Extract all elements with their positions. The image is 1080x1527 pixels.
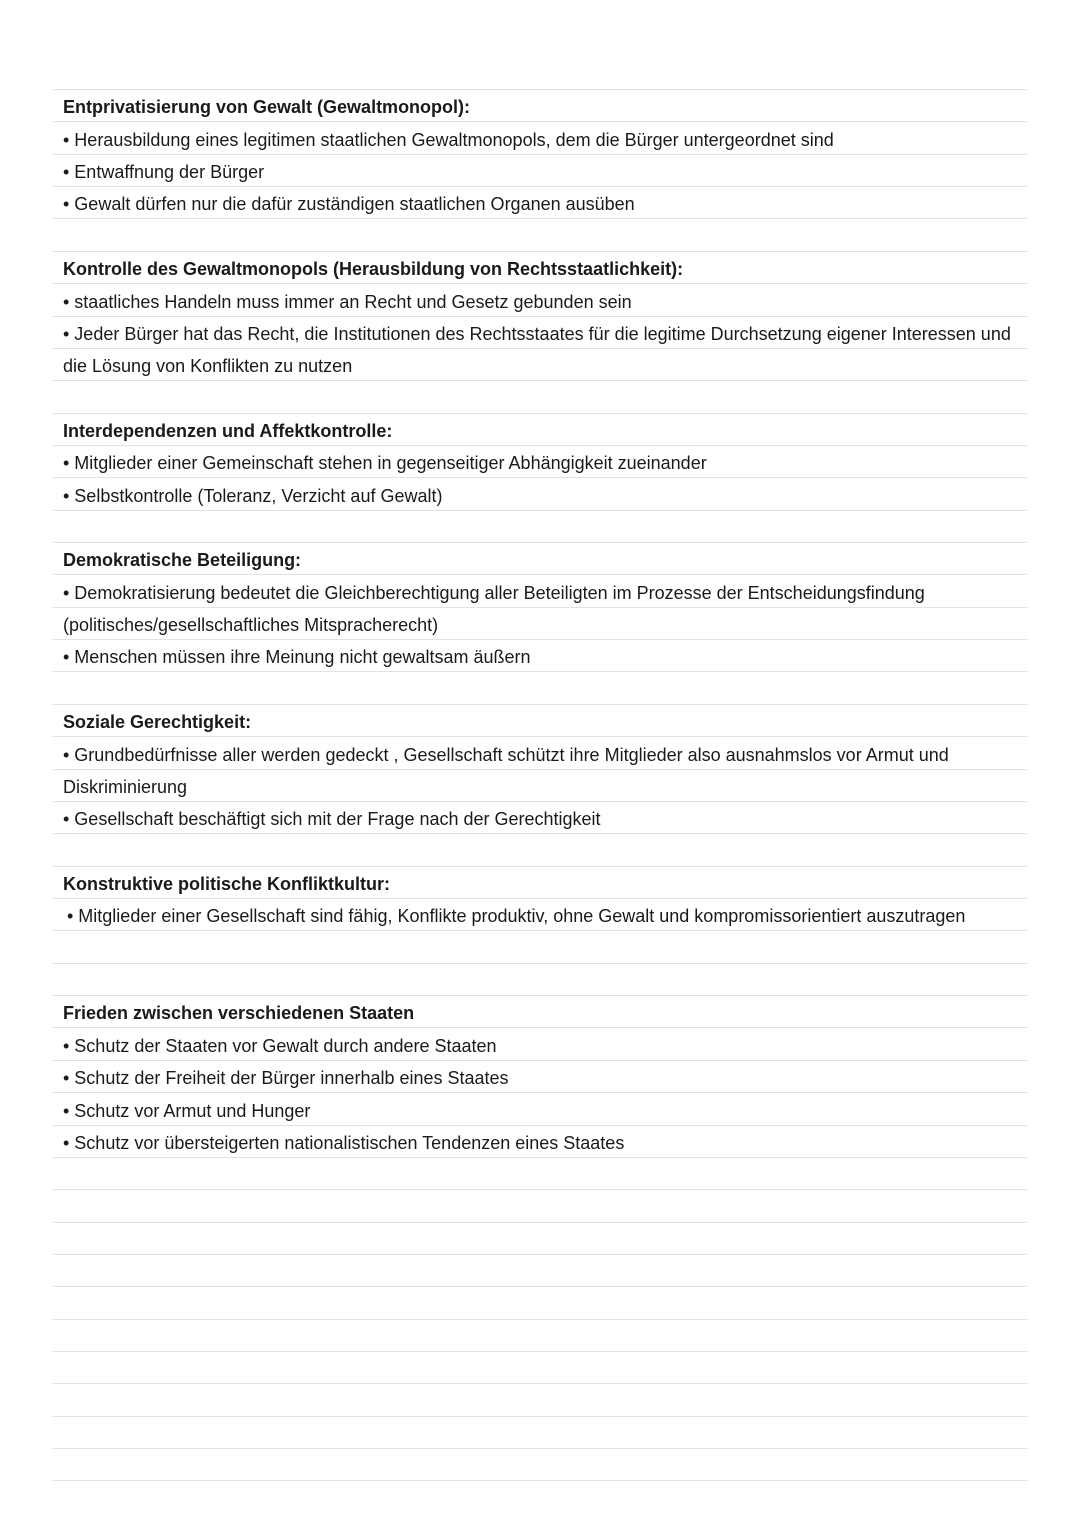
empty-line [53, 381, 1027, 413]
text-line [53, 640, 1027, 672]
section-heading-line [53, 996, 1027, 1028]
section-heading: Demokratische Beteiligung: [63, 550, 302, 571]
text-line [53, 575, 1027, 607]
section-heading: Frieden zwischen verschiedenen Staaten [63, 1003, 415, 1024]
empty-line [53, 511, 1027, 543]
line-text: die Lösung von Konflikten zu nutzen [63, 356, 353, 377]
line-text: • Jeder Bürger hat das Recht, die Institutionen des Rechtsstaates für die legitime Durchsetzung eigener Interessen und [63, 323, 1011, 344]
text-line [53, 155, 1027, 187]
text-line [53, 899, 1027, 931]
text-line [53, 349, 1027, 381]
empty-line [53, 1320, 1027, 1352]
text-line [53, 1126, 1027, 1158]
line-text: • Gesellschaft beschäftigt sich mit der Frage nach der Gerechtigkeit [63, 809, 601, 830]
line-text: • Schutz der Staaten vor Gewalt durch andere Staaten [63, 1035, 497, 1056]
section-heading: Entprivatisierung von Gewalt (Gewaltmonopol): [63, 97, 471, 118]
text-line [53, 317, 1027, 349]
empty-line [53, 964, 1027, 996]
line-text: • Schutz der Freiheit der Bürger innerhalb eines Staates [63, 1068, 509, 1089]
text-line [53, 1093, 1027, 1125]
section-heading-line [53, 705, 1027, 737]
line-text: Diskriminierung [63, 776, 188, 797]
text-line [53, 284, 1027, 316]
line-text: • Schutz vor Armut und Hunger [63, 1100, 311, 1121]
line-text: • Mitglieder einer Gemeinschaft stehen in gegenseitiger Abhängigkeit zueinander [63, 453, 707, 474]
line-text: • Gewalt dürfen nur die dafür zuständigen staatlichen Organen ausüben [63, 194, 635, 215]
empty-line [53, 1287, 1027, 1319]
section-heading-line [53, 867, 1027, 899]
empty-line [53, 1384, 1027, 1416]
empty-line [53, 1158, 1027, 1190]
section-heading-line [53, 414, 1027, 446]
section-heading: Soziale Gerechtigkeit: [63, 712, 252, 733]
empty-line [53, 1417, 1027, 1449]
empty-line [53, 1352, 1027, 1384]
line-text: • Menschen müssen ihre Meinung nicht gewaltsam äußern [63, 647, 531, 668]
empty-line [53, 1255, 1027, 1287]
text-line [53, 608, 1027, 640]
section-heading: Kontrolle des Gewaltmonopols (Herausbildung von Rechtsstaatlichkeit): [63, 259, 684, 280]
empty-line [53, 931, 1027, 963]
line-text: • Demokratisierung bedeutet die Gleichberechtigung aller Beteiligten im Prozesse der Entscheidungsfindung [63, 582, 925, 603]
text-line [53, 478, 1027, 510]
text-line [53, 770, 1027, 802]
line-text: • Selbstkontrolle (Toleranz, Verzicht auf Gewalt) [63, 485, 443, 506]
section-heading-line [53, 543, 1027, 575]
line-text: • Entwaffnung der Bürger [63, 162, 265, 183]
section-heading: Konstruktive politische Konfliktkultur: [63, 873, 391, 894]
text-line [53, 187, 1027, 219]
empty-line [53, 1190, 1027, 1222]
line-text: • Schutz vor übersteigerten nationalistischen Tendenzen eines Staates [63, 1132, 625, 1153]
text-line [53, 122, 1027, 154]
empty-line [53, 672, 1027, 704]
text-line [53, 802, 1027, 834]
empty-line [53, 219, 1027, 251]
line-text: • staatliches Handeln muss immer an Recht und Gesetz gebunden sein [63, 291, 632, 312]
section-heading: Interdependenzen und Affektkontrolle: [63, 420, 393, 441]
text-line [53, 737, 1027, 769]
text-line [53, 446, 1027, 478]
lined-page [53, 89, 1027, 1481]
line-text: (politisches/gesellschaftliches Mitspracherecht) [63, 615, 439, 636]
empty-line [53, 1449, 1027, 1481]
section-heading-line [53, 252, 1027, 284]
empty-line [53, 834, 1027, 866]
line-text: • Grundbedürfnisse aller werden gedeckt , Gesellschaft schützt ihre Mitglieder also ausnahmslos vor Armut und [63, 744, 949, 765]
line-text: • Herausbildung eines legitimen staatlichen Gewaltmonopols, dem die Bürger untergeordnet sind [63, 129, 834, 150]
section-heading-line [53, 90, 1027, 122]
line-text: • Mitglieder einer Gesellschaft sind fähig, Konflikte produktiv, ohne Gewalt und kompromissorientiert auszutragen [67, 906, 966, 927]
empty-line [53, 1223, 1027, 1255]
text-line [53, 1061, 1027, 1093]
text-line [53, 1028, 1027, 1060]
